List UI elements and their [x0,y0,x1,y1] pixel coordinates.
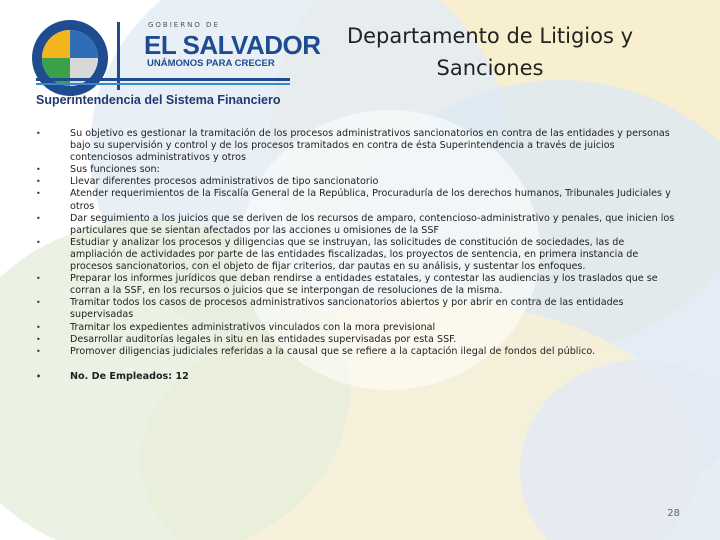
slide-title: Departamento de Litigios y Sanciones [346,24,634,80]
list-item-text: Tramitar los expedientes administrativos vinculados con la mora previsional [70,321,436,333]
bullet-icon: • [36,346,41,356]
list-item-text: Preparar los informes jurídicos que deban rendirse a entidades estatales, y contestar las audiencias y los traslados que se corran a la SSF, en los recursos o juicios que se interpongan de resoluciones de la misma. [70,273,658,297]
unamonos-label: UNÁMONOS PARA CRECER [147,58,275,69]
list-item-text: Atender requerimientos de la Fiscalía General de la República, Procuraduría de los derechos humanos, Tribunales Judiciales y otros [70,188,671,212]
bullet-icon: • [36,177,41,187]
bullet-icon: • [36,322,41,332]
bullet-icon: • [36,371,42,381]
bullet-icon: • [36,213,41,223]
bullet-icon: • [36,129,41,138]
list-item [36,346,676,358]
list-item-text: Sus funciones son: [70,164,160,176]
bullet-icon: • [36,298,41,308]
bullet-icon: • [36,334,41,344]
superintendencia-label: Superintendencia del Sistema Financiero [36,93,281,107]
list-item [36,188,676,212]
employees-text: No. De Empleados: 12 [70,370,189,382]
list-item-text: Estudiar y analizar los procesos y diligencias que se instruyan, las solicitudes de constitución de sociedades, las de ampliación de actividades por parte de las entidades fiscalizadas, los proyectos de sentencia, en primera instancia de procesos sancionatorios, con el objeto de fijar criterios, dar pautas en su análisis, y sustentar los enfoques. [70,236,639,273]
functions-list [36,128,676,383]
list-item-text: Dar seguimiento a los juicios que se deriven de los recursos de amparo, contencioso-administrativo y penales, que inicien los particulares que se sientan afectados por las acciones u omisiones de la SSF [70,212,675,236]
list-item [36,334,676,346]
list-item [36,297,676,321]
employees-item [36,371,676,383]
page-number: 28 [667,508,680,519]
list-item [36,213,676,237]
list-item-text: Llevar diferentes procesos administrativos de tipo sancionatorio [70,176,379,188]
bullet-icon: • [36,189,41,199]
list-item [36,273,676,297]
list-item [36,128,676,164]
list-item [36,237,676,273]
bullet-icon: • [36,165,41,175]
bullet-icon: • [36,274,41,284]
gobierno-label: GOBIERNO DE [148,21,220,29]
list-item [36,322,676,334]
el-salvador-label: EL SALVADOR [144,30,321,60]
brand-stripe [36,76,290,90]
list-item [36,176,676,188]
list-item [36,164,676,176]
list-item-text: Su objetivo es gestionar la tramitación de los procesos administrativos sancionatorios en contra de las entidades y personas bajo su supervisión y control y de los procesos tramitados en contra de ésta Superintendencia a través de juicios contenciosos administrativos y otros [70,128,670,164]
bullet-icon: • [36,237,41,247]
list-item-text: Promover diligencias judiciales referidas a la causal que se refiere a la captación ilegal de fondos del público. [70,345,596,357]
list-item-text: Tramitar todos los casos de procesos administrativos sancionatorios abiertos y por abrir en contra de las entidades supervisadas [70,297,624,321]
list-item-text: Desarrollar auditorías legales in situ en las entidades supervisadas por esta SSF. [70,333,457,345]
